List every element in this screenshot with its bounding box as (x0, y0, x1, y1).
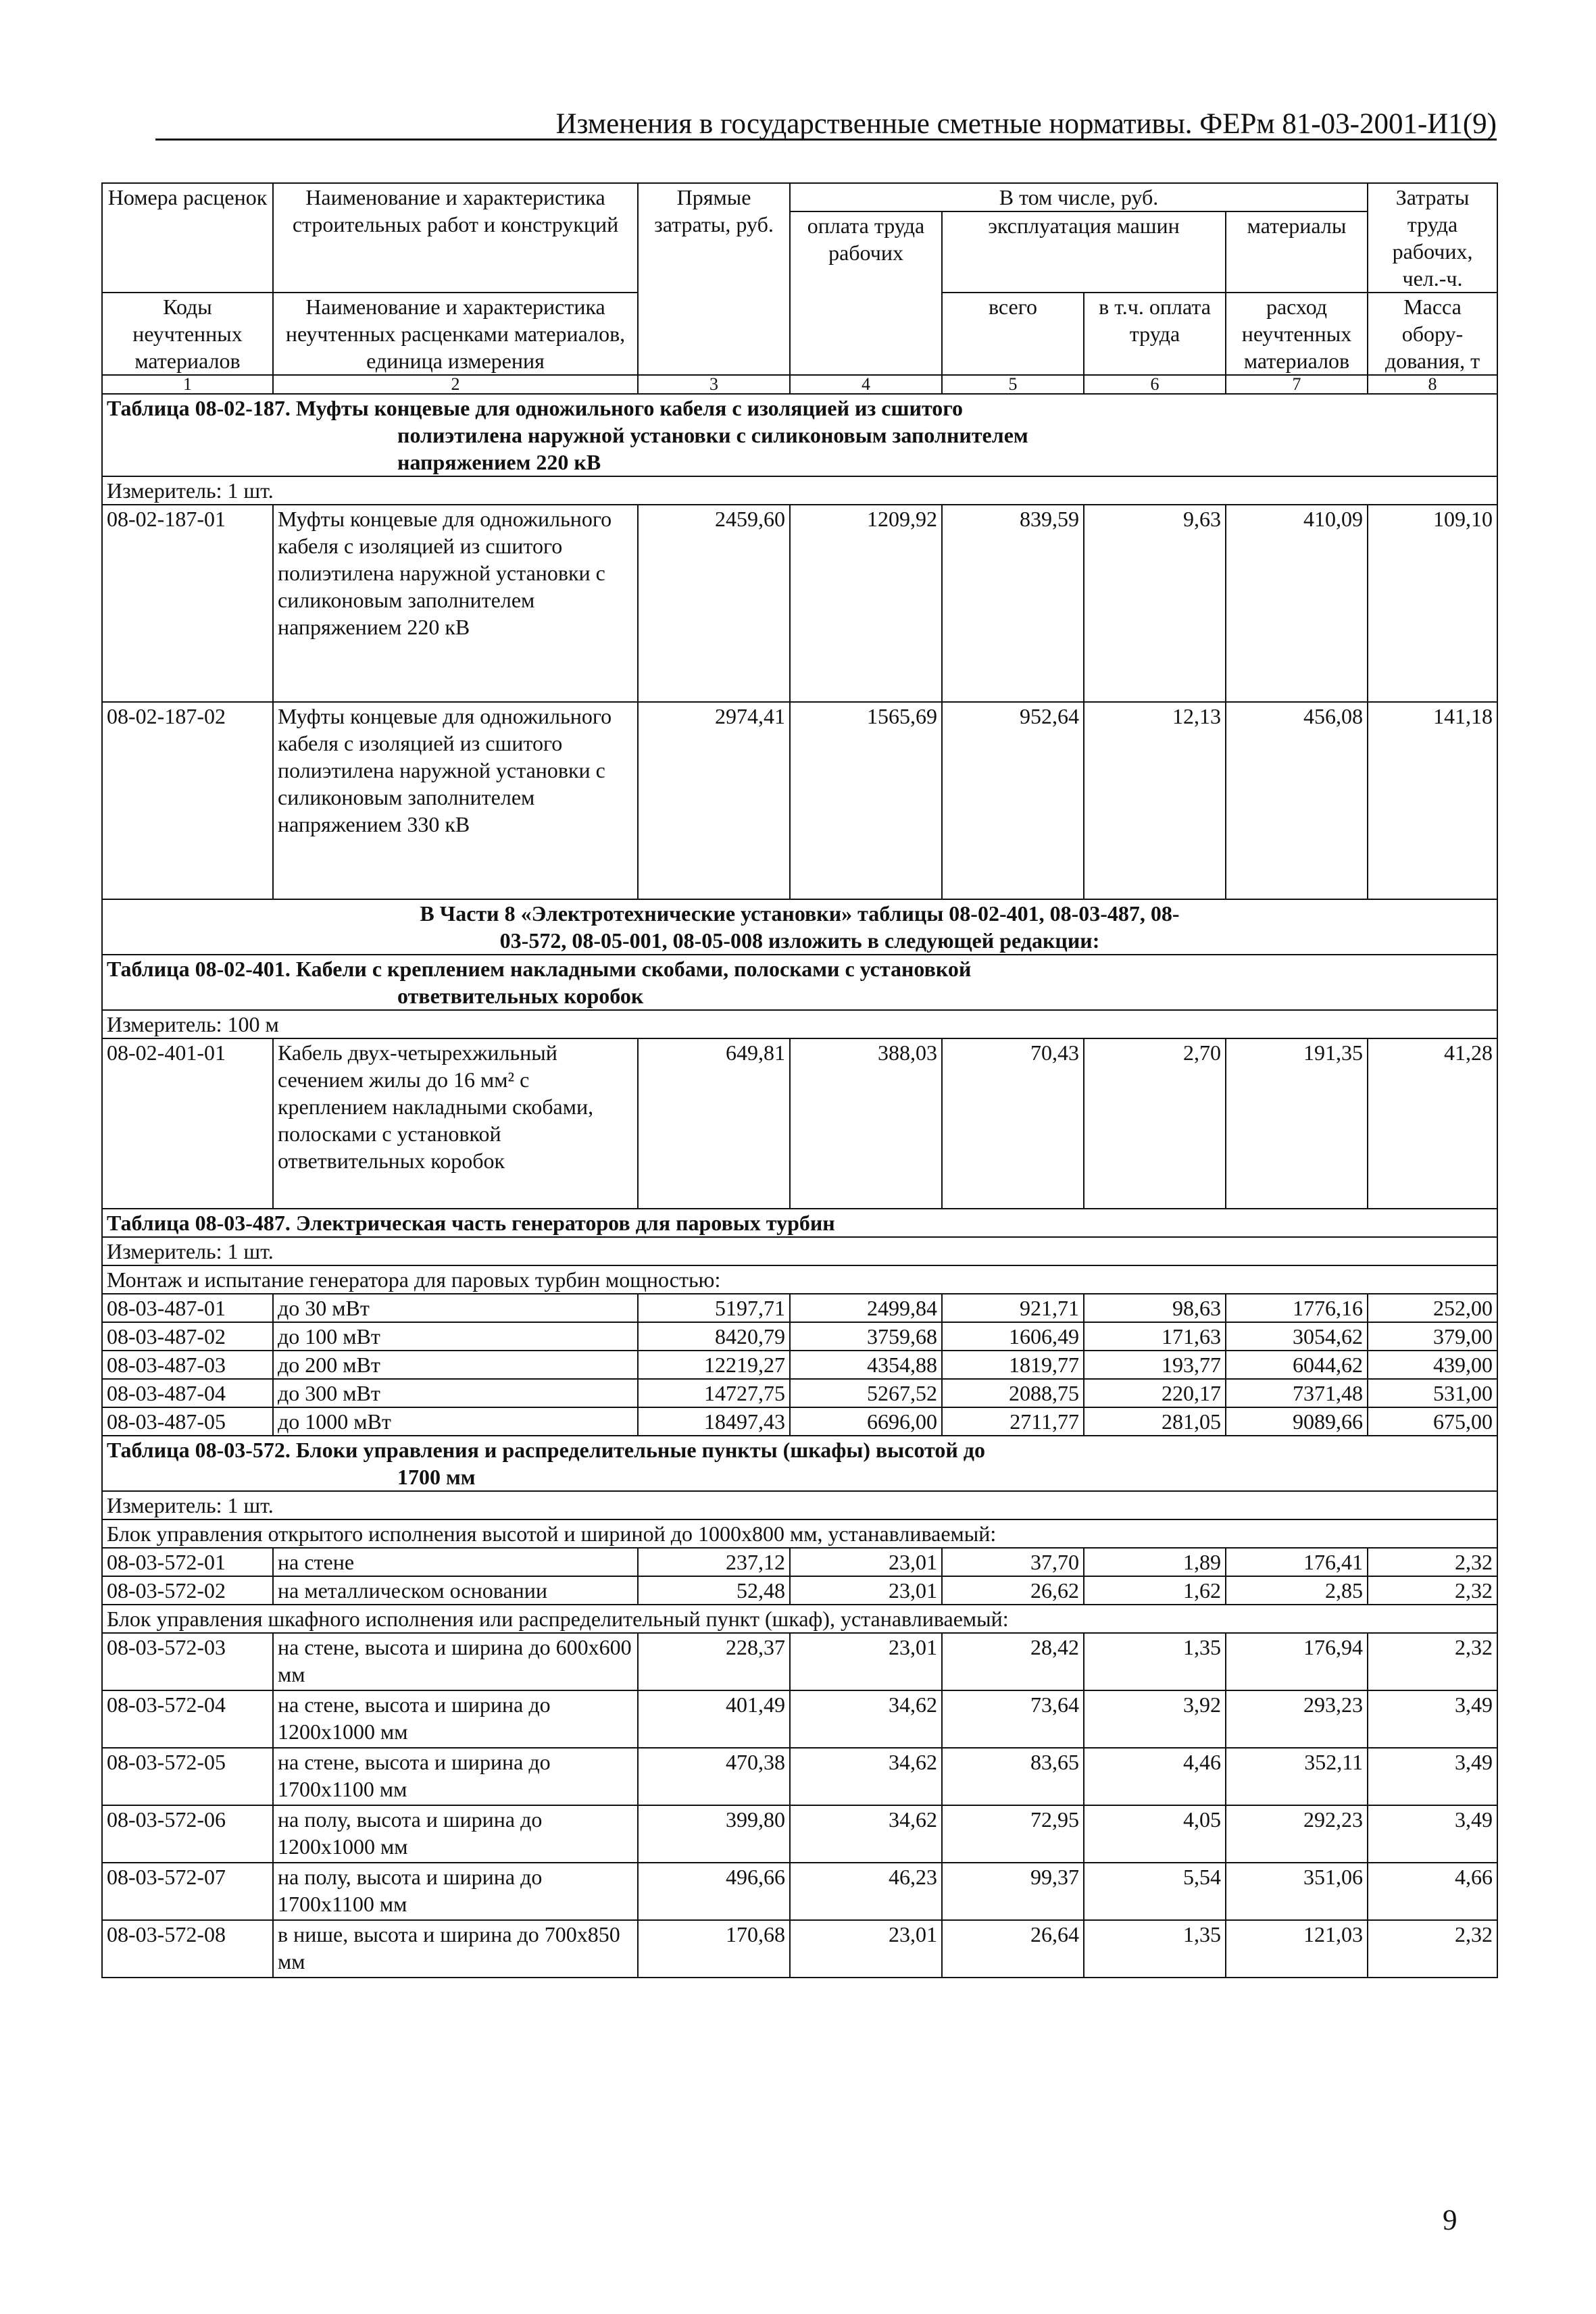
labor-pay: 34,62 (790, 1805, 942, 1863)
direct-costs: 496,66 (638, 1863, 790, 1920)
rate-code: 08-03-572-06 (102, 1805, 273, 1863)
rate-code: 08-03-572-01 (102, 1548, 273, 1576)
labor-hours: 2,32 (1368, 1548, 1497, 1576)
column-number: 2 (273, 375, 638, 394)
machines-labor: 2,70 (1084, 1038, 1226, 1209)
header-machines-total: всего (942, 293, 1084, 375)
rate-code: 08-03-572-08 (102, 1920, 273, 1978)
labor-pay: 1565,69 (790, 702, 942, 899)
machines-labor: 171,63 (1084, 1322, 1226, 1351)
materials: 3054,62 (1226, 1322, 1368, 1351)
materials: 292,23 (1226, 1805, 1368, 1863)
table-title-08-03-572: Таблица 08-03-572. Блоки управления и распределительные пункты (шкафы) высотой до 1700 мм (102, 1436, 1497, 1491)
machines-labor: 98,63 (1084, 1294, 1226, 1322)
direct-costs: 14727,75 (638, 1379, 790, 1407)
labor-pay: 6696,00 (790, 1407, 942, 1436)
machines-labor: 1,89 (1084, 1548, 1226, 1576)
labor-hours: 4,66 (1368, 1863, 1497, 1920)
table-row (102, 1690, 1497, 1748)
column-number: 6 (1084, 375, 1226, 394)
materials: 7371,48 (1226, 1379, 1368, 1407)
header-rule (155, 139, 1497, 141)
machines-labor: 1,62 (1084, 1576, 1226, 1605)
direct-costs: 5197,71 (638, 1294, 790, 1322)
rate-name: на металлическом основании (273, 1576, 638, 1605)
labor-hours: 531,00 (1368, 1379, 1497, 1407)
section-heading: В Части 8 «Электротехнические установки» таблицы 08-02-401, 08-03-487, 08- 03-572, 08-05-001, 08-05-008 изложить в следующей редакции: (102, 899, 1497, 955)
rate-name: на стене (273, 1548, 638, 1576)
header-material-names: Наименование и характеристика неучтенных расценками материалов, единица измерения (273, 293, 638, 375)
labor-hours: 439,00 (1368, 1351, 1497, 1379)
rate-code: 08-03-487-05 (102, 1407, 273, 1436)
rate-code: 08-03-572-04 (102, 1690, 273, 1748)
rate-name: до 1000 мВт (273, 1407, 638, 1436)
header-material-codes: Коды неучтенных материалов (102, 293, 273, 375)
header-machines-labor: в т.ч. оплата труда (1084, 293, 1226, 375)
direct-costs: 649,81 (638, 1038, 790, 1209)
rate-name: до 300 мВт (273, 1379, 638, 1407)
header-materials: материалы (1226, 211, 1368, 293)
table-row (102, 1322, 1497, 1351)
machines-total: 921,71 (942, 1294, 1084, 1322)
table-row (102, 1748, 1497, 1805)
materials: 410,09 (1226, 505, 1368, 702)
labor-pay: 1209,92 (790, 505, 942, 702)
rate-name: на стене, высота и ширина до 600х600 мм (273, 1633, 638, 1690)
machines-total: 83,65 (942, 1748, 1084, 1805)
rate-name: на стене, высота и ширина до 1200х1000 мм (273, 1690, 638, 1748)
direct-costs: 399,80 (638, 1805, 790, 1863)
table-row (102, 505, 1497, 702)
machines-labor: 1,35 (1084, 1920, 1226, 1978)
labor-pay: 34,62 (790, 1690, 942, 1748)
labor-hours: 2,32 (1368, 1633, 1497, 1690)
machines-labor: 9,63 (1084, 505, 1226, 702)
machines-total: 839,59 (942, 505, 1084, 702)
table-row (102, 1379, 1497, 1407)
labor-hours: 3,49 (1368, 1690, 1497, 1748)
table-row (102, 1805, 1497, 1863)
header-machines: эксплуатация машин (942, 211, 1226, 293)
header-rate-numbers: Номера расценок (102, 183, 273, 293)
machines-total: 26,62 (942, 1576, 1084, 1605)
table-title-08-02-187: Таблица 08-02-187. Муфты концевые для одножильного кабеля с изоляцией из сшитого полиэтилена наружной установки с силиконовым заполнителем напряжением 220 кВ (102, 394, 1497, 476)
labor-pay: 23,01 (790, 1920, 942, 1978)
rate-name: на полу, высота и ширина до 1700х1100 мм (273, 1863, 638, 1920)
machines-total: 952,64 (942, 702, 1084, 899)
materials: 6044,62 (1226, 1351, 1368, 1379)
table-row (102, 702, 1497, 899)
direct-costs: 237,12 (638, 1548, 790, 1576)
machines-total: 99,37 (942, 1863, 1084, 1920)
machines-total: 26,64 (942, 1920, 1084, 1978)
machines-total: 2088,75 (942, 1379, 1084, 1407)
subgroup-label: Блок управления шкафного исполнения или распределительный пункт (шкаф), устанавливаемый: (102, 1605, 1497, 1633)
header-labor-pay: оплата труда рабочих (790, 211, 942, 375)
direct-costs: 470,38 (638, 1748, 790, 1805)
direct-costs: 18497,43 (638, 1407, 790, 1436)
materials: 352,11 (1226, 1748, 1368, 1805)
rates-table (101, 182, 1498, 1978)
materials: 121,03 (1226, 1920, 1368, 1978)
labor-hours: 675,00 (1368, 1407, 1497, 1436)
machines-total: 1606,49 (942, 1322, 1084, 1351)
rate-code: 08-02-187-02 (102, 702, 273, 899)
header-including: В том числе, руб. (790, 183, 1368, 211)
table-title-row (102, 394, 1497, 476)
rate-code: 08-03-487-03 (102, 1351, 273, 1379)
document-header: Изменения в государственные сметные нормативы. ФЕРм 81-03-2001-И1(9) (555, 108, 1497, 140)
direct-costs: 52,48 (638, 1576, 790, 1605)
direct-costs: 228,37 (638, 1633, 790, 1690)
labor-hours: 379,00 (1368, 1322, 1497, 1351)
column-number: 7 (1226, 375, 1368, 394)
table-row (102, 1920, 1497, 1978)
rate-name: до 30 мВт (273, 1294, 638, 1322)
table-row (102, 1548, 1497, 1576)
machines-total: 1819,77 (942, 1351, 1084, 1379)
machines-labor: 4,05 (1084, 1805, 1226, 1863)
direct-costs: 2459,60 (638, 505, 790, 702)
labor-pay: 23,01 (790, 1633, 942, 1690)
header-equipment-mass: Масса обору-дования, т (1368, 293, 1497, 375)
column-number: 4 (790, 375, 942, 394)
labor-pay: 3759,68 (790, 1322, 942, 1351)
rate-name: Кабель двух-четырехжильный сечением жилы до 16 мм² с креплением накладными скобами, полосками с установкой ответвительных коробок (273, 1038, 638, 1209)
meter-label: Измеритель: 100 м (102, 1010, 1497, 1038)
rate-name: до 200 мВт (273, 1351, 638, 1379)
labor-pay: 2499,84 (790, 1294, 942, 1322)
direct-costs: 8420,79 (638, 1322, 790, 1351)
rate-name: на полу, высота и ширина до 1200х1000 мм (273, 1805, 638, 1863)
column-number: 5 (942, 375, 1084, 394)
machines-total: 2711,77 (942, 1407, 1084, 1436)
rate-name: на стене, высота и ширина до 1700х1100 мм (273, 1748, 638, 1805)
labor-pay: 5267,52 (790, 1379, 942, 1407)
rate-code: 08-03-572-07 (102, 1863, 273, 1920)
table-row (102, 1863, 1497, 1920)
rate-name: до 100 мВт (273, 1322, 638, 1351)
labor-pay: 23,01 (790, 1576, 942, 1605)
rate-code: 08-03-487-04 (102, 1379, 273, 1407)
machines-total: 37,70 (942, 1548, 1084, 1576)
subgroup-label: Блок управления открытого исполнения высотой и шириной до 1000х800 мм, устанавливаемый: (102, 1519, 1497, 1548)
rate-code: 08-03-487-01 (102, 1294, 273, 1322)
machines-labor: 3,92 (1084, 1690, 1226, 1748)
meter-label: Измеритель: 1 шт. (102, 1237, 1497, 1265)
table-row (102, 1294, 1497, 1322)
materials: 351,06 (1226, 1863, 1368, 1920)
rate-code: 08-02-401-01 (102, 1038, 273, 1209)
direct-costs: 12219,27 (638, 1351, 790, 1379)
direct-costs: 2974,41 (638, 702, 790, 899)
labor-hours: 3,49 (1368, 1748, 1497, 1805)
header-work-name: Наименование и характеристика строительных работ и конструкций (273, 183, 638, 293)
machines-total: 72,95 (942, 1805, 1084, 1863)
materials: 9089,66 (1226, 1407, 1368, 1436)
materials: 1776,16 (1226, 1294, 1368, 1322)
machines-total: 70,43 (942, 1038, 1084, 1209)
materials: 191,35 (1226, 1038, 1368, 1209)
table-row (102, 1407, 1497, 1436)
labor-pay: 388,03 (790, 1038, 942, 1209)
labor-pay: 4354,88 (790, 1351, 942, 1379)
materials: 456,08 (1226, 702, 1368, 899)
labor-hours: 109,10 (1368, 505, 1497, 702)
materials: 176,41 (1226, 1548, 1368, 1576)
rate-code: 08-03-487-02 (102, 1322, 273, 1351)
machines-labor: 12,13 (1084, 702, 1226, 899)
direct-costs: 401,49 (638, 1690, 790, 1748)
column-number: 8 (1368, 375, 1497, 394)
materials: 293,23 (1226, 1690, 1368, 1748)
rate-name: Муфты концевые для одножильного кабеля с изоляцией из сшитого полиэтилена наружной установки с силиконовым заполнителем напряжением 220 кВ (273, 505, 638, 702)
header-direct-costs: Прямые затраты, руб. (638, 183, 790, 375)
header-labor-costs: Затраты труда рабочих, чел.-ч. (1368, 183, 1497, 293)
materials: 176,94 (1226, 1633, 1368, 1690)
column-number: 1 (102, 375, 273, 394)
machines-labor: 281,05 (1084, 1407, 1226, 1436)
materials: 2,85 (1226, 1576, 1368, 1605)
meter-label: Измеритель: 1 шт. (102, 1491, 1497, 1519)
labor-hours: 3,49 (1368, 1805, 1497, 1863)
rate-code: 08-02-187-01 (102, 505, 273, 702)
table-title-08-02-401: Таблица 08-02-401. Кабели с креплением накладными скобами, полосками с установкой ответвительных коробок (102, 955, 1497, 1010)
subgroup-label: Монтаж и испытание генератора для паровых турбин мощностью: (102, 1265, 1497, 1294)
meter-label: Измеритель: 1 шт. (102, 476, 1497, 505)
machines-total: 73,64 (942, 1690, 1084, 1748)
labor-hours: 2,32 (1368, 1920, 1497, 1978)
table-row (102, 1351, 1497, 1379)
rate-name: в нише, высота и ширина до 700х850 мм (273, 1920, 638, 1978)
machines-total: 28,42 (942, 1633, 1084, 1690)
machines-labor: 4,46 (1084, 1748, 1226, 1805)
column-number: 3 (638, 375, 790, 394)
machines-labor: 220,17 (1084, 1379, 1226, 1407)
header-material-consumption: расход неучтенных материалов (1226, 293, 1368, 375)
machines-labor: 5,54 (1084, 1863, 1226, 1920)
rate-code: 08-03-572-03 (102, 1633, 273, 1690)
table-row (102, 1038, 1497, 1209)
labor-hours: 252,00 (1368, 1294, 1497, 1322)
labor-hours: 2,32 (1368, 1576, 1497, 1605)
rate-code: 08-03-572-02 (102, 1576, 273, 1605)
rate-name: Муфты концевые для одножильного кабеля с изоляцией из сшитого полиэтилена наружной установки с силиконовым заполнителем напряжением 330 кВ (273, 702, 638, 899)
labor-hours: 41,28 (1368, 1038, 1497, 1209)
table-title-08-03-487: Таблица 08-03-487. Электрическая часть генераторов для паровых турбин (102, 1209, 1497, 1237)
labor-pay: 23,01 (790, 1548, 942, 1576)
direct-costs: 170,68 (638, 1920, 790, 1978)
labor-hours: 141,18 (1368, 702, 1497, 899)
machines-labor: 193,77 (1084, 1351, 1226, 1379)
page-number: 9 (1443, 2205, 1457, 2236)
machines-labor: 1,35 (1084, 1633, 1226, 1690)
table-row (102, 1633, 1497, 1690)
table-row (102, 1576, 1497, 1605)
labor-pay: 34,62 (790, 1748, 942, 1805)
rate-code: 08-03-572-05 (102, 1748, 273, 1805)
labor-pay: 46,23 (790, 1863, 942, 1920)
